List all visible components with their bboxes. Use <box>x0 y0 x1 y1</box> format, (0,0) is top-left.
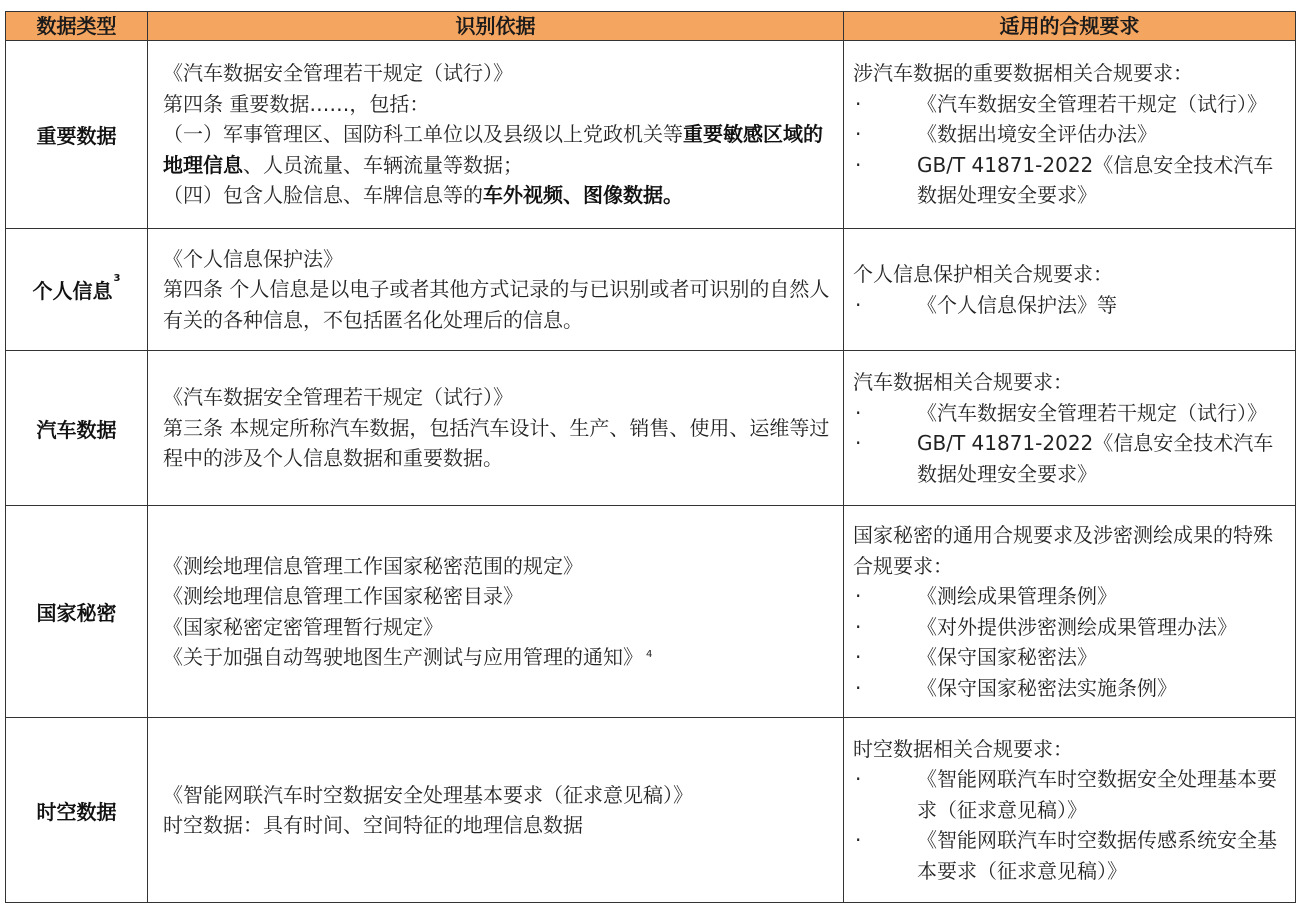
header-requirements: 适用的合规要求 <box>844 12 1296 41</box>
table-row <box>6 351 1296 506</box>
table-header-row <box>6 12 1296 41</box>
requirements-heading: 涉汽车数据的重要数据相关合规要求： <box>853 61 1193 86</box>
basis-law: 《测绘地理信息管理工作国家秘密目录》 <box>163 584 523 608</box>
bullet-icon: · <box>855 91 862 116</box>
basis-article: 时空数据：具有时间、空间特征的地理信息数据 <box>163 813 583 837</box>
basis-law: 《智能网联汽车时空数据安全处理基本要求（征求意见稿）》 <box>163 782 693 807</box>
header-data-type: 数据类型 <box>6 12 148 41</box>
table-row <box>6 506 1296 718</box>
requirement-item: · 《保守国家秘密法实施条例》 <box>853 673 1289 704</box>
basis-article: 第三条 本规定所称汽车数据，包括汽车设计、生产、销售、使用、运维等过程中的涉及个人信息数据和重要数据。 <box>163 415 830 471</box>
footnote-marker: 4 <box>646 649 653 660</box>
requirement-item: · 《汽车数据安全管理若干规定（试行）》 <box>853 398 1289 429</box>
basis-article: 第四条 个人信息是以电子或者其他方式记录的与已识别或者可识别的自然人有关的各种信息，不包括匿名化处理后的信息。 <box>163 277 830 332</box>
basis-law: 《测绘地理信息管理工作国家秘密范围的规定》 <box>163 553 583 578</box>
table-row <box>6 41 1296 229</box>
requirement-item: · 《汽车数据安全管理若干规定（试行）》 <box>853 89 1289 120</box>
data-type-label: 重要数据 <box>36 124 117 148</box>
basis-law: 《国家秘密定密管理暂行规定》 <box>163 614 443 639</box>
bullet-icon: · <box>855 292 862 317</box>
table-row <box>6 229 1296 351</box>
bullet-icon: · <box>855 152 862 177</box>
requirement-item: · 《数据出境安全评估办法》 <box>853 119 1289 150</box>
requirement-item: · GB/T 41871-2022《信息安全技术汽车数据处理安全要求》 <box>853 428 1289 489</box>
requirements-heading: 时空数据相关合规要求： <box>853 736 1073 761</box>
bullet-icon: · <box>855 767 862 792</box>
data-type-cell <box>6 506 148 718</box>
basis-article: 第四条 重要数据……，包括： <box>163 91 430 116</box>
requirements-cell <box>844 229 1296 351</box>
requirement-item: · 《测绘成果管理条例》 <box>853 581 1289 612</box>
bullet-icon: · <box>855 122 862 147</box>
requirement-item: · 《个人信息保护法》等 <box>853 290 1289 321</box>
requirements-heading: 个人信息保护相关合规要求： <box>853 262 1113 286</box>
bullet-icon: · <box>855 400 862 425</box>
requirement-item: · GB/T 41871-2022《信息安全技术汽车数据处理安全要求》 <box>853 150 1289 211</box>
requirement-item: · 《智能网联汽车时空数据传感系统安全基本要求（征求意见稿）》 <box>853 825 1289 886</box>
requirements-cell <box>844 506 1296 718</box>
basis-item-1: （一）军事管理区、国防科工单位以及县级以上党政机关等重要敏感区域的地理信息、人员流量、车辆流量等数据； <box>163 122 823 177</box>
footnote-marker: 3 <box>113 273 121 284</box>
requirements-cell <box>844 718 1296 903</box>
basis-cell <box>148 718 844 903</box>
basis-law: 《汽车数据安全管理若干规定（试行）》 <box>163 385 513 410</box>
data-type-label: 国家秘密 <box>36 601 117 625</box>
requirement-item: · 《对外提供涉密测绘成果管理办法》 <box>853 612 1289 643</box>
basis-cell <box>148 41 844 229</box>
bullet-icon: · <box>855 584 862 608</box>
data-type-label: 汽车数据 <box>36 417 117 442</box>
requirements-cell <box>844 41 1296 229</box>
requirement-item: · 《保守国家秘密法》 <box>853 642 1289 673</box>
data-type-label: 时空数据 <box>36 799 117 824</box>
basis-law: 《汽车数据安全管理若干规定（试行）》 <box>163 61 513 86</box>
bullet-icon: · <box>855 645 862 669</box>
basis-cell <box>148 229 844 351</box>
data-type-cell <box>6 41 148 229</box>
table-row <box>6 718 1296 903</box>
header-basis: 识别依据 <box>148 12 844 41</box>
basis-item-4: （四）包含人脸信息、车牌信息等的车外视频、图像数据。 <box>163 183 683 208</box>
compliance-table <box>5 11 1296 903</box>
data-type-label: 个人信息 <box>32 279 113 303</box>
requirements-heading: 汽车数据相关合规要求： <box>853 370 1073 394</box>
bullet-icon: · <box>855 431 862 455</box>
basis-law: 《关于加强自动驾驶地图生产测试与应用管理的通知》 $^4$ <box>163 645 653 669</box>
basis-law: 《个人信息保护法》 <box>163 246 343 271</box>
data-type-cell <box>6 229 148 351</box>
bullet-icon: · <box>855 614 862 639</box>
requirements-cell <box>844 351 1296 506</box>
basis-cell <box>148 506 844 718</box>
bullet-icon: · <box>855 828 862 853</box>
data-type-cell <box>6 351 148 506</box>
basis-cell <box>148 351 844 506</box>
bullet-icon: · <box>855 675 862 700</box>
requirement-item: · 《智能网联汽车时空数据安全处理基本要求（征求意见稿）》 <box>853 764 1289 825</box>
requirements-heading: 国家秘密的通用合规要求及涉密测绘成果的特殊合规要求： <box>853 523 1273 578</box>
data-type-cell <box>6 718 148 903</box>
